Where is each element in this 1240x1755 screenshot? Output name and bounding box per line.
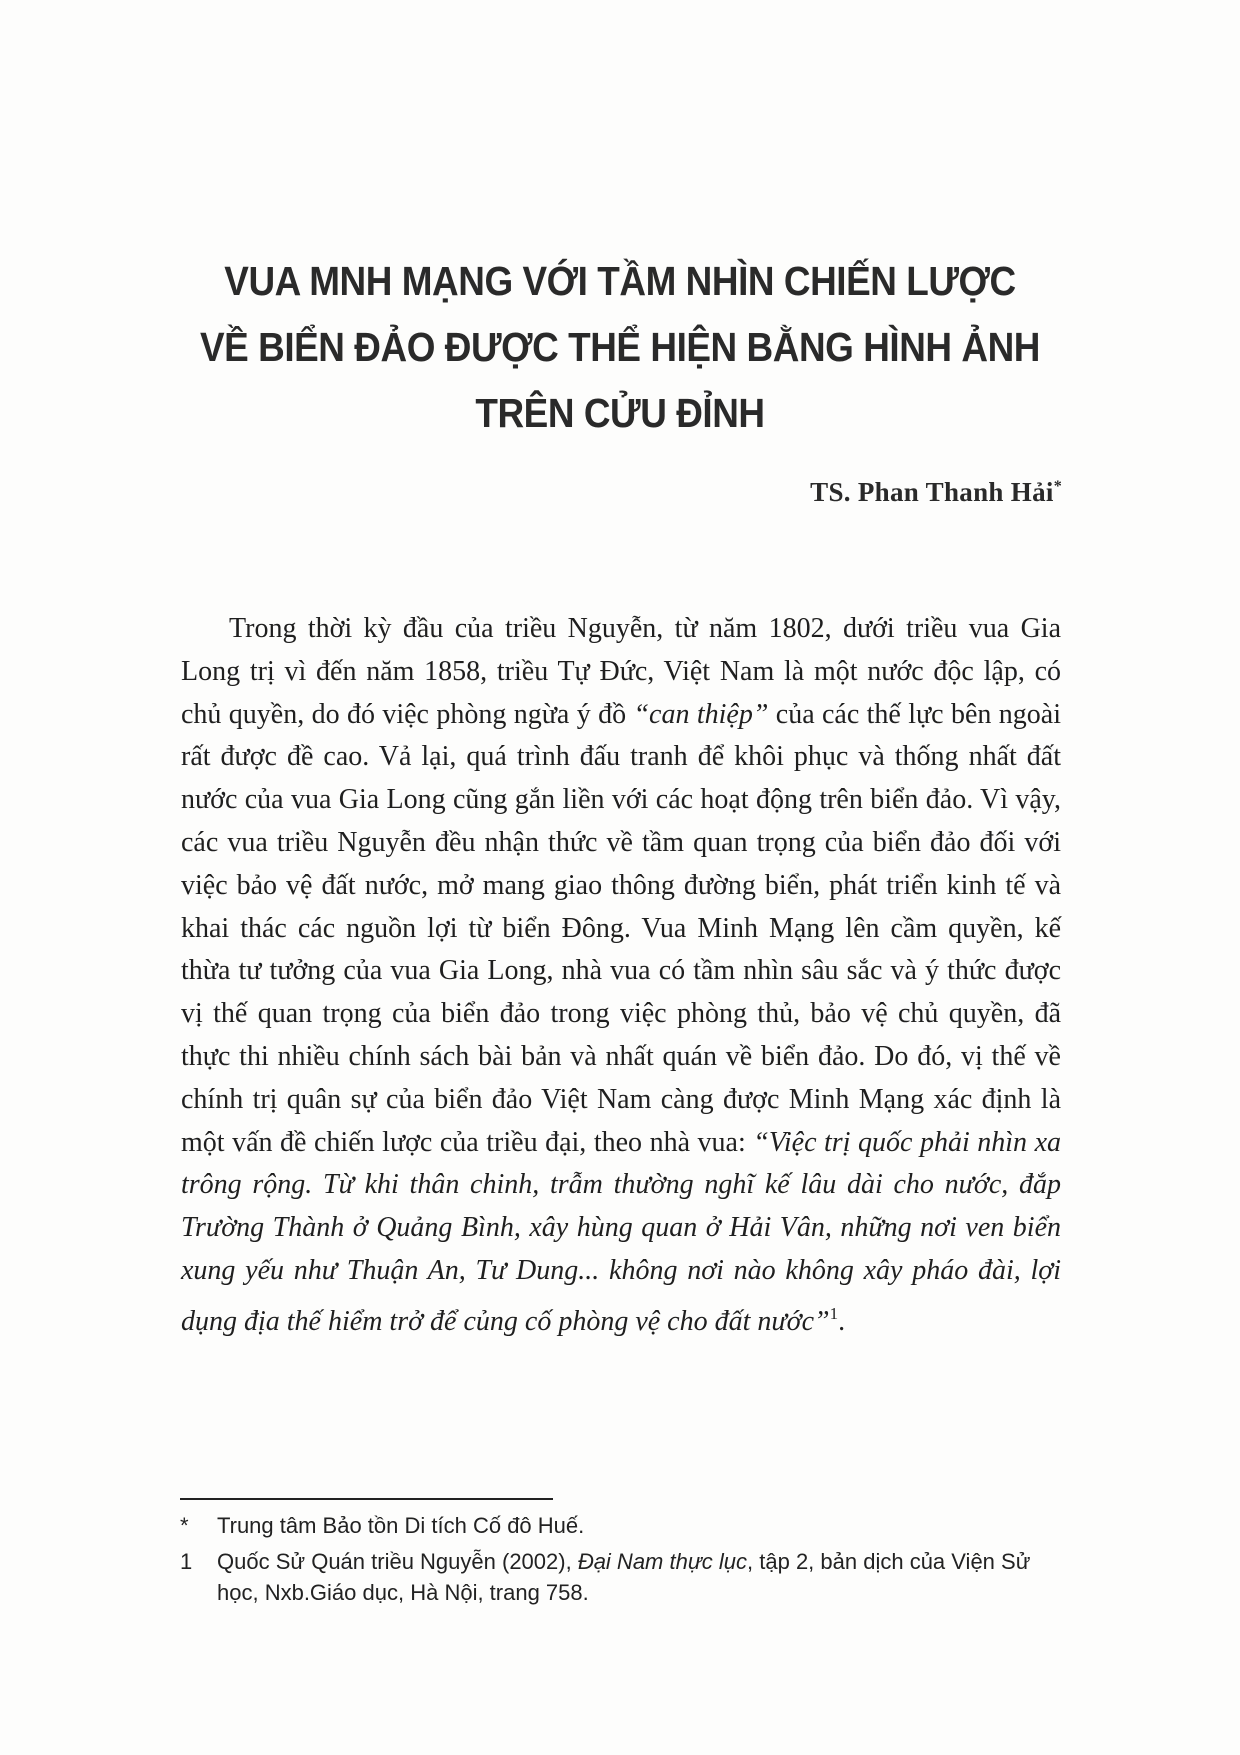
footnote-author-affiliation bbox=[180, 1510, 1070, 1541]
footnote-citation bbox=[180, 1546, 1070, 1608]
author-name: TS. Phan Thanh Hải bbox=[810, 477, 1054, 507]
body-italic-quote: “Việc trị quốc phải nhìn xa trông rộng. Từ khi thân chinh, trẫm thường nghĩ kế lâu dài cho nước, đắp Trường Thành ở Quảng Bình, xây hùng quan ở Hải Vân, những nơi ven biển xung yếu như Thuận An, Tư Dung... không nơi nào không xây pháo đài, lợi dụng địa thế hiểm trở để củng cố phòng vệ cho đất nước” bbox=[181, 1126, 1062, 1337]
author-byline bbox=[810, 477, 1062, 508]
footnote-text bbox=[217, 1546, 1070, 1608]
footnote-separator bbox=[180, 1498, 553, 1500]
title-line-3: TRÊN CỬU ĐỈNH bbox=[475, 390, 765, 436]
body-segment-3: của các thế lực bên ngoài rất được đề cao. Vả lại, quá trình đấu tranh để khôi phục và thống nhất đất nước của vua Gia Long cũng gắn liền với các hoạt động trên biển đảo. Vì vậy, các vua triều Nguyễn đều nhận thức về tầm quan trọng của biển đảo đối với việc bảo vệ đất nước, mở mang giao thông đường biển, phát triển kinh tế và khai thác các nguồn lợi từ biển Đông. Vua Minh Mạng lên cầm quyền, kế thừa tư tưởng của vua Gia Long, nhà vua có tầm nhìn sâu sắc và ý thức được vị thế quan trọng của biển đảo trong việc phòng thủ, bảo vệ chủ quyền, đã thực thi nhiều chính sách bài bản và nhất quán về biển đảo. Do đó, vị thế về chính trị quân sự của biển đảo Việt Nam càng được Minh Mạng xác định là một vấn đề chiến lược của triều đại, theo nhà vua: bbox=[181, 698, 1061, 1158]
footnote-mark: * bbox=[180, 1513, 189, 1538]
citation-details: , tập 2, bản dịch của Viện Sử học, Nxb.Giáo dục, Hà Nội, trang 758. bbox=[217, 1549, 1031, 1605]
footnote-reference: 1 bbox=[829, 1303, 839, 1323]
title-line-1: VUA MNH MẠNG VỚI TẦM NHÌN CHIẾN LƯỢC bbox=[224, 258, 1016, 304]
citation-title: Đại Nam thực lục bbox=[577, 1549, 748, 1574]
article-title bbox=[188, 248, 1052, 446]
footnote-text: Trung tâm Bảo tồn Di tích Cố đô Huế. bbox=[217, 1513, 585, 1538]
body-end: . bbox=[838, 1305, 846, 1337]
citation-author: Quốc Sử Quán triều Nguyễn (2002), bbox=[217, 1549, 578, 1574]
body-paragraph bbox=[181, 608, 1061, 1344]
author-footnote-mark: * bbox=[1053, 478, 1062, 495]
footnote-mark: 1 bbox=[180, 1549, 193, 1574]
body-segment-1: Trong thời kỳ đầu của triều Nguyễn, từ năm 1802, dưới triều vua Gia Long trị vì đến năm 1858, triều Tự Đức, Việt Nam là một nước độc lập, có chủ quyền, do đó việc phòng ngừa ý đồ bbox=[181, 613, 1061, 730]
title-line-2: VỀ BIỂN ĐẢO ĐƯỢC THỂ HIỆN BẰNG HÌNH ẢNH bbox=[200, 324, 1040, 370]
body-italic-can-thiep: “can thiệp” bbox=[633, 698, 769, 730]
